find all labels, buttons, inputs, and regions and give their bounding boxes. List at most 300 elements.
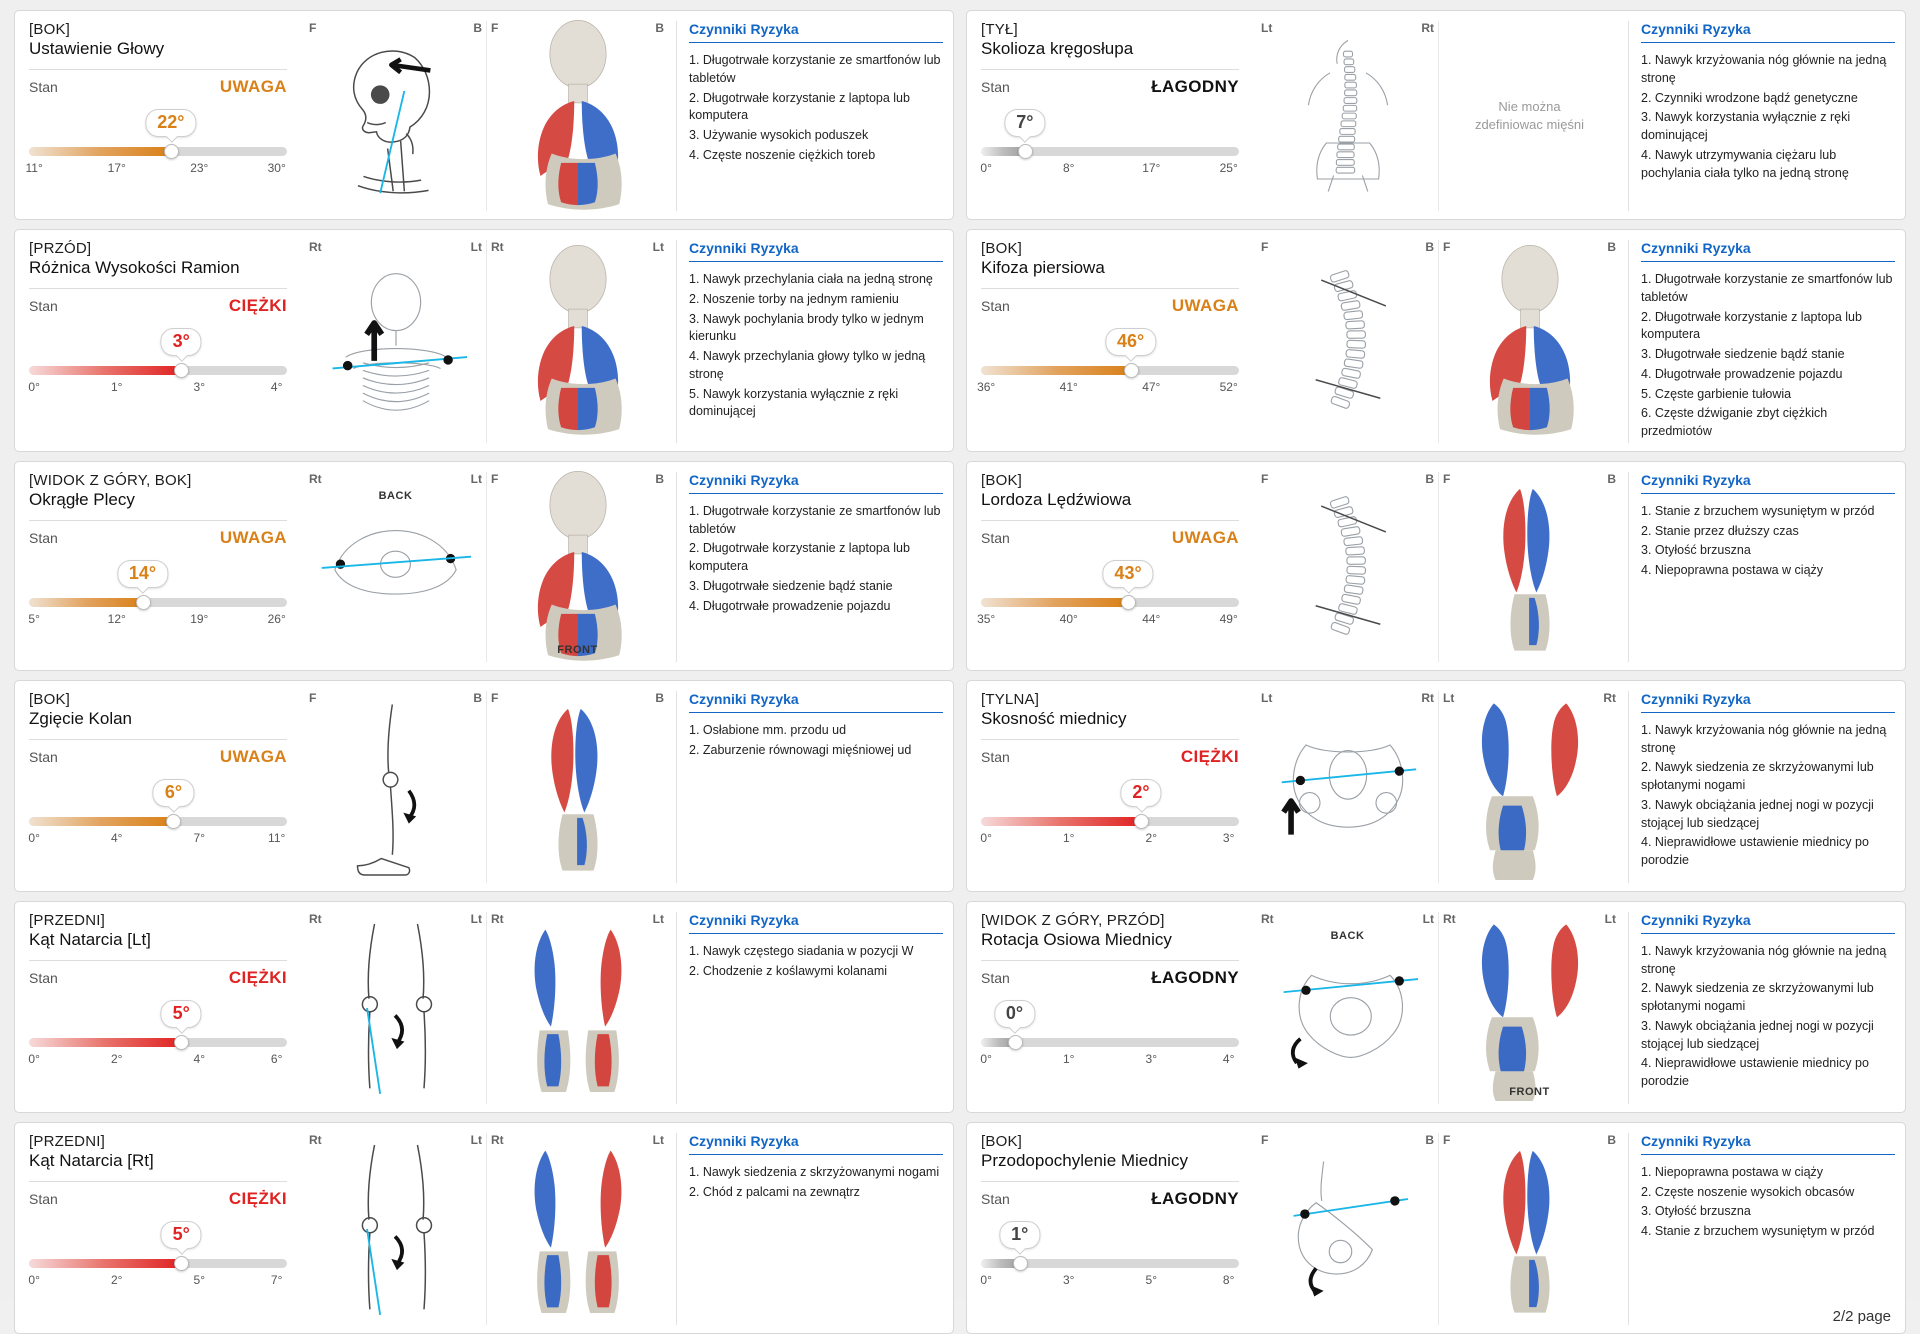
risk-list <box>1641 722 1895 870</box>
figure-side-label-left: F <box>491 471 499 486</box>
slider-tick: 6° <box>270 1051 283 1066</box>
slider-tick: 11° <box>268 830 286 845</box>
risk-item: 2. Chodzenie z koślawymi kolanami <box>689 963 888 978</box>
risk-list <box>1641 271 1895 441</box>
figure-side-label-right: Rt <box>1421 690 1434 705</box>
undefined-muscle-note: Nie można zdefiniowac mięśni <box>1474 99 1585 132</box>
slider-tick: 12° <box>107 611 126 626</box>
anatomy-figure <box>1257 1133 1438 1325</box>
metric-title: Kąt Natarcia [Rt] <box>29 1150 154 1170</box>
anatomy-figure <box>1257 691 1438 883</box>
value-bubble: 2° <box>1120 779 1161 807</box>
figure-side-label-right: B <box>473 690 482 705</box>
view-label: [PRZÓD] <box>29 240 92 257</box>
slider-fill <box>981 598 1128 607</box>
risk-title: Czynniki Ryzyka <box>1641 472 1895 494</box>
anatomy-figure <box>486 1133 668 1325</box>
risk-item: 1. Nawyk krzyżowania nóg głównie na jedną stronę <box>1641 53 1887 85</box>
slider-fill <box>29 147 171 156</box>
status-row <box>981 528 1239 548</box>
figure-side-label-left: Lt <box>1261 690 1273 705</box>
risk-list <box>689 503 943 616</box>
slider-tick: 4° <box>270 380 283 394</box>
slider-knob[interactable] <box>174 1035 189 1050</box>
risk-title: Czynniki Ryzyka <box>689 691 943 713</box>
metric-card <box>14 461 954 671</box>
status-label: Stan <box>29 969 58 986</box>
figure-side-label-left: Rt <box>491 1132 504 1147</box>
status-label: Stan <box>981 298 1010 314</box>
divider <box>981 520 1239 521</box>
anatomy-figure <box>486 240 668 443</box>
risk-title: Czynniki Ryzyka <box>1641 912 1895 934</box>
metric-panel <box>25 21 297 211</box>
figure-side-label-right: Lt <box>470 240 482 254</box>
metric-title: Kifoza piersiowa <box>981 258 1105 277</box>
status-badge: CIĘŻKI <box>1180 746 1239 766</box>
risk-item: 2. Nawyk siedzenia ze skrzyżowanymi lub spłotanymi nogami <box>1641 981 1874 1013</box>
metric-title: Zgięcie Kolan <box>29 708 133 728</box>
figure-side-label-right: Rt <box>1603 690 1616 705</box>
slider-tick: 17° <box>1142 161 1161 175</box>
value-bubble: 22° <box>145 109 196 137</box>
risk-title: Czynniki Ryzyka <box>689 1133 943 1155</box>
view-label: [BOK] <box>981 240 1023 257</box>
figures <box>297 472 677 662</box>
value-slider[interactable] <box>28 1002 287 1066</box>
status-row <box>981 968 1239 988</box>
anatomy-figure <box>486 912 668 1104</box>
figures <box>1249 912 1629 1104</box>
slider-tick: 49° <box>1219 611 1238 626</box>
metric-card <box>14 10 954 220</box>
risk-item: 2. Stanie przez dłuższy czas <box>1641 523 1799 538</box>
figure-caption: FRONT <box>1509 1085 1550 1098</box>
value-bubble: 0° <box>994 1000 1035 1028</box>
value-bubble: 5° <box>161 1221 202 1249</box>
slider-fill <box>981 366 1131 375</box>
value-slider[interactable] <box>977 331 1239 394</box>
figures <box>297 912 677 1104</box>
anatomy-figure <box>305 1133 486 1325</box>
value-bubble: 1° <box>999 1221 1040 1249</box>
risk-item: 4. Stanie z brzuchem wysuniętym w przód <box>1641 1224 1875 1238</box>
view-label: [BOK] <box>981 1132 1023 1150</box>
view-label: [PRZEDNI] <box>29 1132 105 1150</box>
metric-card <box>14 901 954 1113</box>
risk-panel <box>1629 472 1895 662</box>
figure-side-label-right: Lt <box>470 911 482 926</box>
slider-tick: 5° <box>193 1272 206 1287</box>
status-badge: UWAGA <box>219 527 287 547</box>
slider-fill <box>29 1038 181 1047</box>
figures <box>1249 21 1629 211</box>
slider-tick: 11° <box>25 161 43 175</box>
slider-tick: 8° <box>1062 161 1075 175</box>
risk-panel <box>1629 240 1895 443</box>
risk-item: 4. Długotrwałe prowadzenie pojazdu <box>1641 366 1843 381</box>
risk-panel <box>677 472 943 662</box>
figure-side-label-left: Rt <box>491 240 504 254</box>
figure-side-label-right: Lt <box>1422 911 1434 926</box>
value-slider[interactable] <box>980 1002 1239 1066</box>
slider-knob[interactable] <box>1124 363 1139 378</box>
slider-tick: 3° <box>1145 1051 1158 1066</box>
value-bubble: 46° <box>1105 328 1156 356</box>
anatomy-figure <box>305 691 486 883</box>
anatomy-figure <box>305 21 486 211</box>
risk-item: 4. Długotrwałe prowadzenie pojazdu <box>689 598 891 613</box>
slider-tick: 1° <box>1062 830 1075 845</box>
figure-side-label-right: B <box>1425 1132 1434 1147</box>
status-badge: UWAGA <box>1171 296 1239 315</box>
figures <box>1249 691 1629 883</box>
risk-title: Czynniki Ryzyka <box>1641 240 1895 262</box>
risk-title: Czynniki Ryzyka <box>1641 21 1895 43</box>
slider-tick: 0° <box>28 830 40 845</box>
status-label: Stan <box>29 1190 58 1207</box>
figure-side-label-left: Rt <box>491 911 504 926</box>
risk-item: 5. Częste garbienie tułowia <box>1641 386 1792 401</box>
risk-list <box>1641 943 1895 1091</box>
risk-item: 3. Długotrwałe siedzenie bądź stanie <box>689 578 893 593</box>
slider-tick: 7° <box>193 830 206 845</box>
metric-panel <box>977 471 1249 662</box>
slider-tick: 3° <box>1062 1272 1075 1287</box>
figure-side-label-left: F <box>1261 240 1269 254</box>
status-row <box>29 747 287 767</box>
metric-title: Lordoza Lędźwiowa <box>981 489 1132 509</box>
risk-list <box>689 722 943 760</box>
card-grid <box>14 10 1906 1334</box>
status-badge: CIĘŻKI <box>228 967 287 987</box>
status-badge: UWAGA <box>219 77 287 96</box>
risk-item: 4. Nawyk utrzymywania ciężaru lub pochylania ciała tylko na jedną stronę <box>1641 147 1849 180</box>
risk-list <box>689 1164 943 1202</box>
risk-item: 2. Noszenie torby na jednym ramieniu <box>689 291 899 306</box>
view-label: [WIDOK Z GÓRY, BOK] <box>29 471 192 489</box>
slider-fill <box>29 817 173 826</box>
status-label: Stan <box>981 79 1010 95</box>
risk-item: 3. Nawyk korzystania wyłącznie z ręki dominującej <box>1641 110 1851 142</box>
slider-knob[interactable] <box>166 814 181 829</box>
figure-side-label-left: F <box>309 21 317 35</box>
slider-knob[interactable] <box>1018 144 1033 159</box>
figure-side-label-left: F <box>491 690 499 705</box>
risk-item: 1. Niepoprawna postawa w ciąży <box>1641 1164 1824 1179</box>
slider-track[interactable] <box>29 1038 287 1047</box>
metric-card <box>966 1122 1906 1334</box>
divider <box>981 960 1239 961</box>
value-bubble: 14° <box>117 560 168 588</box>
figure-caption: BACK <box>378 489 413 502</box>
slider-tick: 0° <box>28 1051 40 1066</box>
slider-track[interactable] <box>29 1259 287 1268</box>
risk-list <box>1641 52 1895 182</box>
risk-list <box>689 943 943 981</box>
figure-side-label-left: F <box>309 690 317 705</box>
figure-side-label-right: Lt <box>470 1132 482 1147</box>
metric-panel <box>981 1133 1249 1325</box>
slider-knob[interactable] <box>1121 595 1136 610</box>
anatomy-figure <box>305 472 486 662</box>
status-label: Stan <box>29 298 58 314</box>
value-bubble: 6° <box>153 779 194 807</box>
metric-title: Ustawienie Głowy <box>29 39 165 58</box>
metric-title: Skolioza kręgosłupa <box>981 39 1134 58</box>
view-label: [WIDOK Z GÓRY, PRZÓD] <box>981 911 1165 929</box>
figure-side-label-right: Rt <box>1421 21 1434 35</box>
status-label: Stan <box>981 748 1010 765</box>
metric-panel <box>981 21 1249 211</box>
figure-side-label-right: Lt <box>1604 911 1616 926</box>
value-slider[interactable] <box>980 781 1239 845</box>
risk-panel <box>1629 21 1895 211</box>
divider <box>981 288 1239 289</box>
figure-side-label-right: Lt <box>470 471 482 486</box>
divider <box>29 1181 287 1182</box>
status-badge: ŁAGODNY <box>1151 77 1239 96</box>
value-slider[interactable] <box>28 562 287 626</box>
slider-tick: 1° <box>1062 1051 1075 1066</box>
anatomy-figure <box>486 21 668 211</box>
slider-knob[interactable] <box>164 144 179 159</box>
page-label: 2/2 page <box>1832 1307 1891 1325</box>
divider <box>29 520 287 521</box>
risk-title: Czynniki Ryzyka <box>689 21 943 43</box>
risk-item: 3. Otyłość brzuszna <box>1641 1204 1751 1219</box>
value-bubble: 7° <box>1004 109 1045 137</box>
metric-title: Kąt Natarcia [Lt] <box>29 929 151 949</box>
risk-title: Czynniki Ryzyka <box>689 472 943 494</box>
risk-list <box>689 52 943 165</box>
slider-tick: 0° <box>980 1272 992 1287</box>
value-slider[interactable] <box>25 112 287 175</box>
anatomy-figure <box>1257 240 1438 443</box>
metric-panel <box>981 912 1249 1104</box>
figures <box>1249 472 1629 662</box>
slider-tick: 26° <box>267 611 286 626</box>
slider-track[interactable] <box>29 817 287 826</box>
anatomy-figure <box>1438 912 1620 1104</box>
metric-card <box>14 229 954 452</box>
risk-panel <box>1629 691 1895 883</box>
slider-fill <box>981 817 1141 826</box>
figure-side-label-right: B <box>655 690 664 705</box>
slider-tick: 7° <box>270 1272 283 1287</box>
risk-item: 4. Nieprawidłowe ustawienie miednicy po porodzie <box>1641 1056 1869 1088</box>
slider-tick: 35° <box>977 611 996 626</box>
figure-caption: FRONT <box>557 643 598 656</box>
metric-card <box>966 10 1906 220</box>
risk-item: 5. Nawyk korzystania wyłącznie z ręki dominującej <box>689 386 899 419</box>
metric-panel <box>977 240 1249 443</box>
slider-tick: 0° <box>28 1272 40 1287</box>
figure-side-label-left: F <box>1261 471 1269 486</box>
risk-title: Czynniki Ryzyka <box>1641 1133 1895 1155</box>
risk-list <box>1641 503 1895 580</box>
risk-panel <box>677 691 943 883</box>
view-label: [PRZEDNI] <box>29 911 105 929</box>
status-row <box>29 77 287 97</box>
slider-knob[interactable] <box>1134 814 1149 829</box>
view-label: [TYLNA] <box>981 690 1040 708</box>
risk-panel <box>1629 1133 1895 1325</box>
risk-title: Czynniki Ryzyka <box>689 240 943 262</box>
figure-side-label-right: B <box>655 471 664 486</box>
slider-knob[interactable] <box>1013 1256 1028 1271</box>
figure-side-label-right: B <box>1607 1132 1616 1147</box>
risk-item: 2. Czynniki wrodzone bądź genetyczne <box>1641 90 1858 105</box>
status-badge: ŁAGODNY <box>1151 1188 1239 1208</box>
value-slider[interactable] <box>977 562 1239 626</box>
status-row <box>981 747 1239 767</box>
slider-fill <box>29 366 181 375</box>
slider-track[interactable] <box>981 817 1239 826</box>
status-label: Stan <box>29 529 58 546</box>
divider <box>29 69 287 70</box>
slider-track[interactable] <box>29 366 287 375</box>
slider-tick: 2° <box>110 1272 123 1287</box>
slider-track[interactable] <box>29 598 287 607</box>
risk-item: 4. Częste noszenie ciężkich toreb <box>689 147 876 162</box>
risk-item: 4. Nawyk przechylania głowy tylko w jedną stronę <box>689 349 926 381</box>
figures <box>1249 240 1629 443</box>
risk-item: 3. Długotrwałe siedzenie bądź stanie <box>1641 347 1845 361</box>
value-slider[interactable] <box>28 331 287 394</box>
figure-side-label-right: Lt <box>652 911 664 926</box>
risk-item: 3. Używanie wysokich poduszek <box>689 128 869 142</box>
figures <box>297 21 677 211</box>
risk-panel <box>1629 912 1895 1104</box>
figure-side-label-right: B <box>473 21 482 35</box>
risk-item: 1. Długotrwałe korzystanie ze smartfonów lub tabletów <box>689 53 941 85</box>
risk-item: 3. Nawyk obciążania jednej nogi w pozycji stojącej lub siedzącej <box>1641 1018 1874 1051</box>
risk-item: 3. Otyłość brzuszna <box>1641 543 1751 558</box>
slider-tick: 0° <box>980 830 992 845</box>
value-slider[interactable] <box>28 1223 287 1287</box>
risk-item: 1. Nawyk przechylania ciała na jedną stronę <box>689 272 933 286</box>
slider-knob[interactable] <box>1008 1035 1023 1050</box>
risk-item: 2. Długotrwałe korzystanie z laptopa lub komputera <box>689 90 910 123</box>
anatomy-figure <box>305 240 486 443</box>
risk-list <box>689 271 943 421</box>
figure-side-label-right: Lt <box>652 240 664 254</box>
slider-knob[interactable] <box>174 363 189 378</box>
slider-tick: 3° <box>193 380 206 394</box>
figure-side-label-right: B <box>1425 240 1434 254</box>
slider-tick: 4° <box>193 1051 206 1066</box>
risk-item: 6. Częste dźwiganie zbyt ciężkich przedmiotów <box>1641 406 1828 438</box>
slider-fill <box>29 1259 181 1268</box>
metric-title: Okrągłe Plecy <box>29 489 135 509</box>
status-label: Stan <box>981 1190 1010 1207</box>
risk-panel <box>677 1133 943 1325</box>
risk-item: 2. Zaburzenie równowagi mięśniowej ud <box>689 742 912 757</box>
slider-tick: 5° <box>28 611 40 626</box>
risk-title: Czynniki Ryzyka <box>1641 691 1895 713</box>
slider-tick: 3° <box>1222 830 1235 845</box>
slider-tick: 52° <box>1219 380 1238 394</box>
figure-side-label-left: F <box>491 21 499 35</box>
metric-card <box>966 229 1906 452</box>
slider-tick: 36° <box>977 380 996 394</box>
anatomy-figure <box>1438 472 1620 662</box>
divider <box>981 1181 1239 1182</box>
anatomy-figure <box>1257 472 1438 662</box>
slider-track[interactable] <box>981 598 1239 607</box>
status-badge: CIĘŻKI <box>228 296 287 315</box>
figure-side-label-left: Rt <box>1443 911 1456 926</box>
figure-side-label-left: F <box>1443 1132 1451 1147</box>
metric-panel <box>29 691 297 883</box>
risk-item: 1. Nawyk krzyżowania nóg głównie na jedną stronę <box>1641 943 1887 976</box>
slider-tick: 40° <box>1059 611 1078 626</box>
slider-tick: 4° <box>110 830 123 845</box>
risk-item: 2. Długotrwałe korzystanie z laptopa lub komputera <box>1641 309 1862 342</box>
slider-tick: 30° <box>267 161 286 175</box>
slider-tick: 4° <box>1222 1051 1235 1066</box>
risk-item: 4. Niepoprawna postawa w ciąży <box>1641 563 1824 577</box>
slider-tick: 5° <box>1145 1272 1158 1287</box>
status-label: Stan <box>981 969 1010 986</box>
slider-track[interactable] <box>981 366 1239 375</box>
status-label: Stan <box>29 748 58 765</box>
slider-knob[interactable] <box>136 595 151 610</box>
divider <box>29 960 287 961</box>
figure-side-label-right: B <box>1607 240 1616 254</box>
figure-side-label-left: Rt <box>309 471 322 486</box>
risk-item: 3. Nawyk pochylania brody tylko w jednym kierunku <box>689 311 924 344</box>
divider <box>29 288 287 289</box>
figure-side-label-left: Rt <box>309 1132 322 1147</box>
risk-item: 1. Długotrwałe korzystanie ze smartfonów lub tabletów <box>689 503 941 536</box>
divider <box>29 739 287 740</box>
figure-side-label-left: F <box>1261 1132 1269 1147</box>
view-label: [BOK] <box>981 471 1023 489</box>
status-label: Stan <box>981 529 1010 546</box>
slider-fill <box>29 598 143 607</box>
slider-tick: 19° <box>190 611 209 626</box>
slider-track[interactable] <box>29 147 287 156</box>
risk-item: 4. Nieprawidłowe ustawienie miednicy po porodzie <box>1641 835 1869 867</box>
risk-list <box>1641 1164 1895 1241</box>
metric-title: Przodopochylenie Miednicy <box>981 1150 1188 1170</box>
status-badge: CIĘŻKI <box>228 1188 287 1208</box>
slider-tick: 25° <box>1219 161 1238 175</box>
slider-tick: 41° <box>1059 380 1078 394</box>
figures <box>297 691 677 883</box>
value-bubble: 3° <box>161 328 202 356</box>
metric-panel <box>981 691 1249 883</box>
status-row <box>29 968 287 988</box>
slider-tick: 44° <box>1142 611 1161 626</box>
risk-item: 1. Nawyk siedzenia z skrzyżowanymi nogami <box>689 1164 940 1179</box>
anatomy-figure <box>305 912 486 1104</box>
value-slider[interactable] <box>980 1223 1239 1287</box>
value-slider[interactable] <box>28 781 287 845</box>
anatomy-figure <box>1438 240 1620 443</box>
metric-card <box>966 680 1906 892</box>
slider-knob[interactable] <box>174 1256 189 1271</box>
status-badge: UWAGA <box>1171 527 1239 547</box>
metric-card <box>966 461 1906 671</box>
view-label: [BOK] <box>29 21 71 38</box>
risk-item: 1. Stanie z brzuchem wysuniętym w przód <box>1641 503 1875 518</box>
status-row <box>981 1189 1239 1209</box>
value-slider[interactable] <box>980 112 1239 175</box>
figure-side-label-left: F <box>1443 240 1451 254</box>
